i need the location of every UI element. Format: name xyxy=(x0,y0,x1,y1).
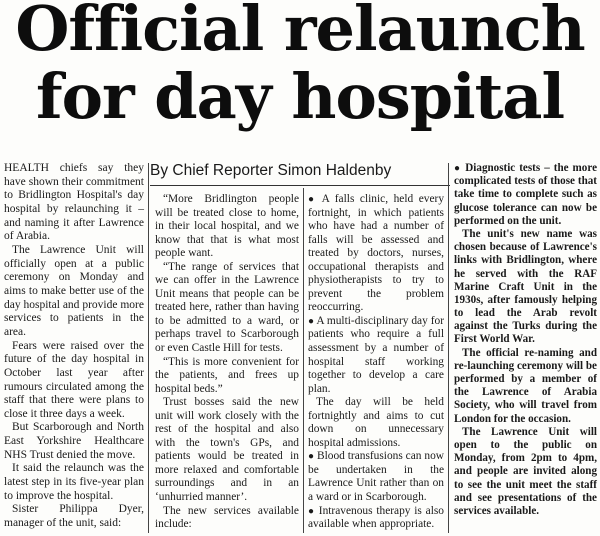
paragraph: The Lawrence Unit will open to the public on Monday, from 2pm to 4pm, and people are invited along to see the unit meet the staff and see presentations of the services available. xyxy=(454,425,597,517)
paragraph: “More Bridlington people will be treated close to home, in their local hospital, and we know that that is what most people want. xyxy=(155,193,299,260)
bullet-icon: ● xyxy=(308,451,315,463)
column-rule-1 xyxy=(148,163,149,533)
paragraph: HEALTH chiefs say they have shown their commitment to Bridlington Hospital's day hospital by relaunching it – and naming it after Lawrence of Arabia. xyxy=(4,162,144,243)
column-rule-2 xyxy=(303,188,304,533)
list-item xyxy=(308,505,444,532)
paragraph: The unit's new name was chosen because of Lawrence's links with Bridlington, where he served with the RAF Marine Craft Unit in the 1930s, after famously helping to lead the Arab revolt against the Turks during the First World War. xyxy=(454,227,597,346)
bullet-icon: ● xyxy=(308,315,315,327)
bullet-icon: ● xyxy=(454,163,462,174)
paragraph: The Lawrence Unit will officially open at a public ceremony on Monday and aims to make better use of the day hospital and provide more services to patients in the area. xyxy=(4,243,144,338)
paragraph: It said the relaunch was the latest step in its five-year plan to improve the hospital. xyxy=(4,462,144,502)
paragraph: “This is more convenient for the patients, and frees up hospital beds.” xyxy=(155,355,299,395)
list-item xyxy=(308,450,444,504)
list-item-text: A falls clinic, held every fortnight, in which patients who have had a number of falls will be assessed and treated by doctors, nurses, occupational therapists and physiotherapists to try to prevent the problem reoccurring. xyxy=(308,193,445,314)
list-item-text: Intravenous therapy is also available when appropriate. xyxy=(308,504,445,531)
article-column-3 xyxy=(308,193,444,532)
list-item xyxy=(308,193,444,315)
article-column-4 xyxy=(454,162,597,518)
list-item-text: Diagnostic tests – the more complicated tests of those that take time to complete such as glucose tolerance can now be performed on the unit. xyxy=(454,162,597,227)
list-item-text: Blood transfusions can now be undertaken in the Lawrence Unit rather than on a ward or in Scarborough. xyxy=(308,450,444,504)
list-item-text: A multi-disciplinary day for patients who require a full assessment by a number of hospital staff working together to develop a care plan. xyxy=(308,314,444,395)
list-item xyxy=(308,315,444,396)
paragraph: Fears were raised over the future of the day hospital in October last year after rumours circulated among the staff that there were plans to close it three days a week. xyxy=(4,339,144,420)
headline-line-2: for day hospital xyxy=(35,60,564,133)
bullet-icon: ● xyxy=(308,194,317,205)
article-column-2 xyxy=(155,193,299,532)
paragraph: But Scarborough and North East Yorkshire Healthcare NHS Trust denied the move. xyxy=(4,421,144,461)
byline-rule xyxy=(150,185,450,186)
paragraph: Sister Philippa Dyer, manager of the unit, said: xyxy=(4,503,144,530)
paragraph: The new services available include: xyxy=(155,504,299,531)
headline-line-1: Official relaunch xyxy=(15,0,585,65)
byline: By Chief Reporter Simon Haldenby xyxy=(150,162,392,179)
bullet-icon: ● xyxy=(308,505,315,517)
paragraph: “The range of services that we can offer in the Lawrence Unit means that people can be treated here, rather than having to be admitted to a ward, or perhaps travel to Scarborough or even Castle Hill for tests. xyxy=(155,260,299,355)
paragraph: Trust bosses said the new unit will work closely with the rest of the hospital and also with the town's GPs, and patients would be treated in more relaxed and comfortable surroundings and in an ‘unhurried manner’. xyxy=(155,396,299,504)
paragraph: The day will be held fortnightly and aims to cut down on unnecessary hospital admissions. xyxy=(308,396,444,449)
column-rule-3 xyxy=(448,163,449,533)
paragraph: The official re-naming and re-launching ceremony will be performed by a member of the Lawrence of Arabia Society, who will travel from London for the occasion. xyxy=(454,346,597,425)
list-item xyxy=(454,162,597,228)
article-column-1 xyxy=(4,162,144,531)
